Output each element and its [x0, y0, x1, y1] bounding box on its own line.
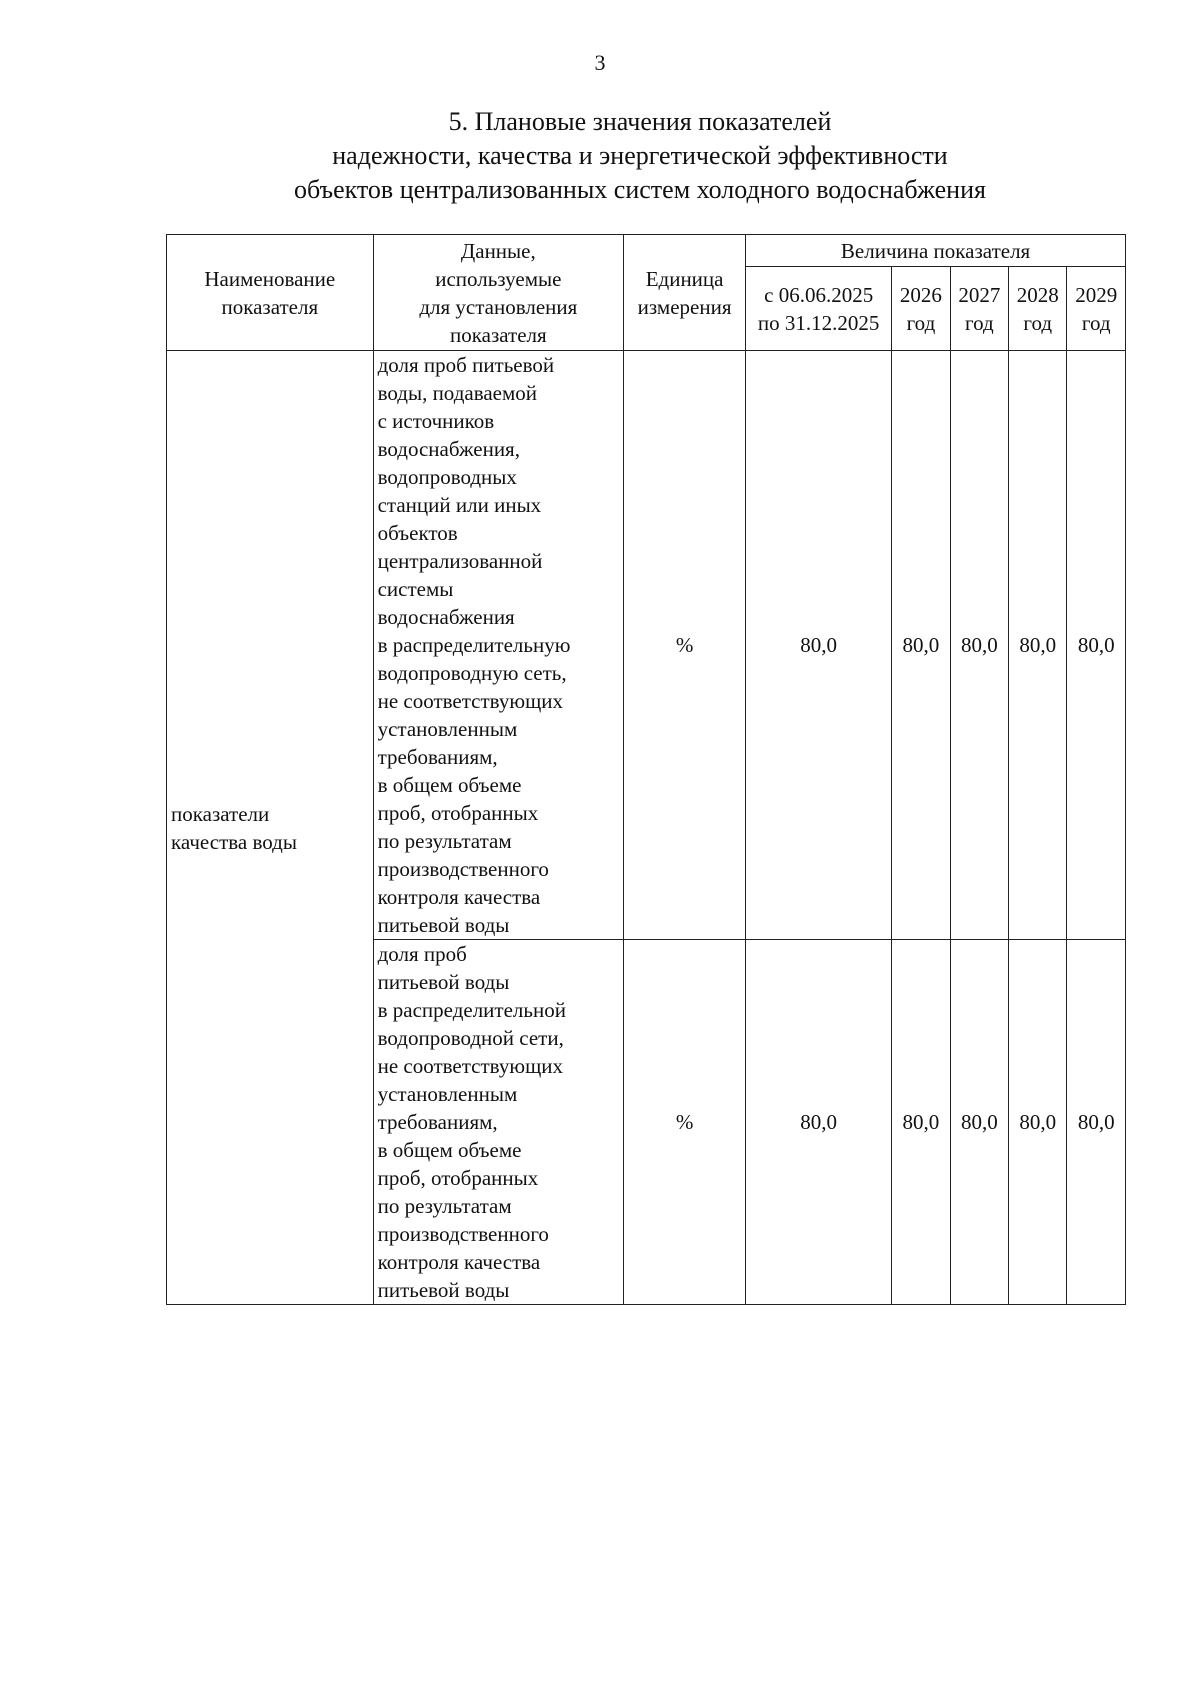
header-indicator-name: Наименование показателя — [167, 235, 374, 351]
period-value: 80,0 — [746, 351, 892, 940]
title-line-1: 5. Плановые значения показателей — [448, 107, 832, 136]
unit-cell: % — [624, 351, 746, 940]
data-description — [373, 351, 623, 940]
header-year-2028: 2028 год — [1009, 267, 1067, 351]
description-line: не соответствующих — [377, 689, 563, 713]
description-line: с источников — [377, 409, 495, 433]
description-line: питьевой воды — [377, 1278, 510, 1302]
header-year-2026: 2026 год — [892, 267, 950, 351]
description-line: водопроводных — [377, 465, 517, 489]
indicators-table — [166, 234, 1126, 1305]
indicator-group-name: показатели качества воды — [167, 351, 374, 1305]
description-line: проб, отобранных — [377, 801, 539, 825]
description-line: установленным — [377, 717, 518, 741]
header-year-2027: 2027 год — [950, 267, 1008, 351]
header-period: с 06.06.2025 по 31.12.2025 — [746, 267, 892, 351]
value-2027: 80,0 — [950, 351, 1008, 940]
header-unit: Единица измерения — [624, 235, 746, 351]
description-line: по результатам — [377, 829, 512, 853]
description-line: требованиям, — [377, 745, 498, 769]
description-line: системы — [377, 577, 454, 601]
value-2026: 80,0 — [892, 351, 950, 940]
data-description — [373, 940, 623, 1305]
description-line: водоснабжения — [377, 605, 515, 629]
unit-cell: % — [624, 940, 746, 1305]
description-line: воды, подаваемой — [377, 381, 538, 405]
description-line: водопроводной сети, — [377, 1026, 564, 1050]
description-line: централизованной — [377, 549, 543, 573]
description-line: проб, отобранных — [377, 1166, 539, 1190]
description-line: водопроводную сеть, — [377, 661, 567, 685]
description-line: объектов — [377, 521, 458, 545]
description-line: в общем объеме — [377, 773, 522, 797]
description-line: в общем объеме — [377, 1138, 522, 1162]
value-2028: 80,0 — [1009, 351, 1067, 940]
description-line: производственного — [377, 1222, 549, 1246]
value-2029: 80,0 — [1067, 940, 1126, 1305]
title-line-3: объектов централизованных систем холодного водоснабжения — [294, 175, 986, 204]
header-data-used: Данные, используемые для установления показателя — [373, 235, 623, 351]
description-line: станций или иных — [377, 493, 542, 517]
description-line: водоснабжения, — [377, 437, 520, 461]
header-indicator-value: Величина показателя — [746, 235, 1126, 267]
description-line: не соответствующих — [377, 1054, 563, 1078]
description-line: контроля качества — [377, 885, 541, 909]
value-2028: 80,0 — [1009, 940, 1067, 1305]
description-line: контроля качества — [377, 1250, 541, 1274]
description-line: питьевой воды — [377, 970, 510, 994]
description-line: доля проб — [377, 942, 467, 966]
value-2027: 80,0 — [950, 940, 1008, 1305]
value-2026: 80,0 — [892, 940, 950, 1305]
description-line: установленным — [377, 1082, 518, 1106]
title-line-2: надежности, качества и энергетической эффективности — [332, 141, 948, 170]
table-row — [167, 351, 1126, 940]
description-line: доля проб питьевой — [377, 353, 555, 377]
description-line: по результатам — [377, 1194, 512, 1218]
description-line: питьевой воды — [377, 913, 510, 937]
header-year-2029: 2029 год — [1067, 267, 1126, 351]
period-value: 80,0 — [746, 940, 892, 1305]
description-line: производственного — [377, 857, 549, 881]
page-number: 3 — [594, 50, 606, 75]
value-2029: 80,0 — [1067, 351, 1126, 940]
description-line: в распределительной — [377, 998, 566, 1022]
description-line: в распределительную — [377, 633, 571, 657]
description-line: требованиям, — [377, 1110, 498, 1134]
section-title — [160, 105, 1120, 207]
